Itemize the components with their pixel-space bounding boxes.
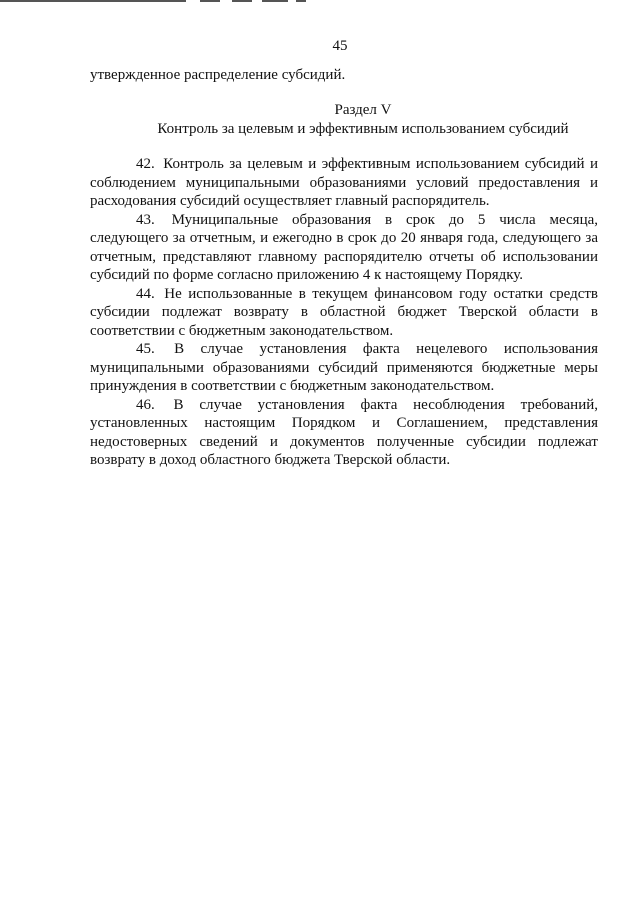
scan-artifact-marks bbox=[0, 0, 640, 4]
paragraph-45 bbox=[90, 340, 598, 396]
paragraph-42 bbox=[90, 155, 598, 211]
paragraph-text: Не использованные в текущем финансовом году остатки средств субсидии подлежат возврату в областной бюджет Тверской области в соответствии с бюджетным законодательством. bbox=[90, 285, 599, 339]
paragraph-text: В случае установления факта нецелевого использования муниципальными образованиями субсидий применяются бюджетные меры принуждения в соответствии с бюджетным законодательством. bbox=[90, 341, 599, 394]
paragraph-number: 43. bbox=[136, 211, 155, 228]
paragraph-43 bbox=[90, 211, 598, 285]
paragraph-text: В случае установления факта несоблюдения требований, установленных настоящим Порядком и Соглашением, представления недостоверных сведений и документов полученные субсидии подлежат возврату в доход областного бюджета Тверской области. bbox=[90, 396, 599, 468]
section-title: Контроль за целевым и эффективным использованием субсидий bbox=[157, 121, 569, 137]
paragraph-46 bbox=[90, 396, 598, 470]
paragraph-44 bbox=[90, 285, 598, 341]
lead-line: утвержденное распределение субсидий. bbox=[90, 67, 346, 83]
page-number: 45 bbox=[332, 38, 348, 54]
section-label: Раздел V bbox=[334, 102, 392, 118]
paragraph-number: 46. bbox=[136, 396, 155, 413]
paragraph-text: Контроль за целевым и эффективным использованием субсидий и соблюдением муниципальными образованиями условий предоставления и расходования субсидий осуществляет главный распорядитель. bbox=[90, 156, 598, 209]
document-body bbox=[90, 155, 598, 470]
paragraph-text: Муниципальные образования в срок до 5 числа месяца, следующего за отчетным, и ежегодно в срок до 20 января года, следующего за отчетным, представляют главному распорядителю отчеты об использовании субсидий по форме согласно приложению 4 к настоящему Порядку. bbox=[90, 211, 598, 283]
paragraph-number: 45. bbox=[136, 341, 155, 357]
paragraph-number: 44. bbox=[136, 285, 155, 302]
section-heading bbox=[100, 101, 626, 139]
paragraph-number: 42. bbox=[136, 156, 155, 172]
